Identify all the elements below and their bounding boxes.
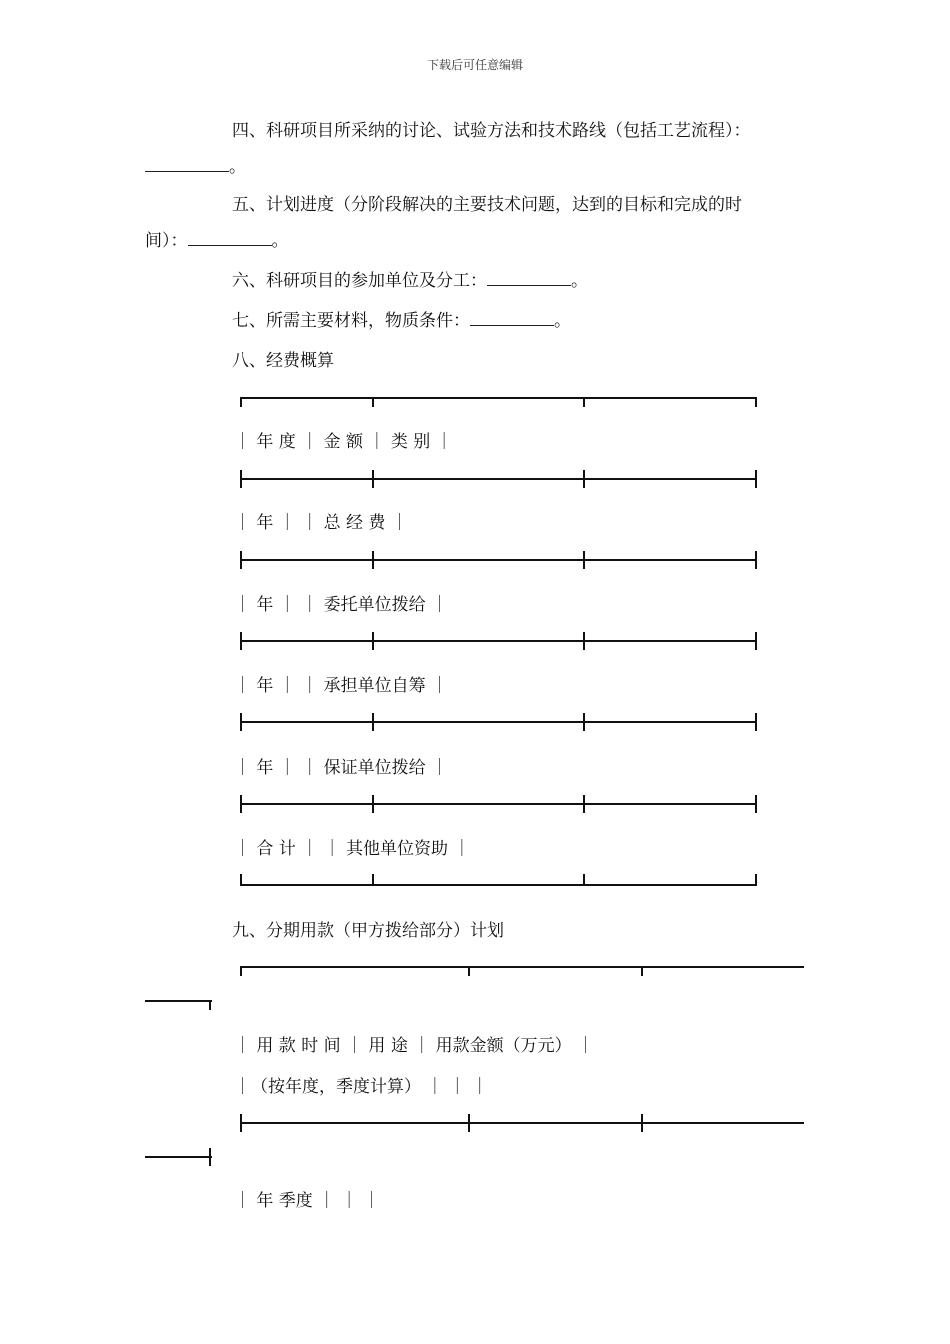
section-4-blank-line: [145, 152, 246, 177]
table-tick: [372, 470, 374, 488]
table-tick: [372, 632, 374, 650]
section-6-text: 六、科研项目的参加单位及分工：: [232, 271, 487, 291]
budget-row-header: ｜ 年 度 ｜ 金 额 ｜ 类 别 ｜: [234, 432, 453, 452]
table-rule: [240, 559, 757, 561]
table-tick: [583, 874, 585, 886]
section-9-heading: 九、分期用款（甲方拨给部分）计划: [232, 921, 504, 941]
payment-row: ｜ 年 季度 ｜ ｜ ｜: [234, 1191, 381, 1211]
table-tick: [641, 966, 643, 976]
table-tick: [641, 1114, 643, 1132]
section-8-heading: 八、经费概算: [232, 351, 334, 371]
table-tick: [240, 632, 242, 650]
table-tick: [755, 470, 757, 488]
table-tick: [583, 713, 585, 731]
section-5-text: 五、计划进度（分阶段解决的主要技术问题，达到的目标和完成的时: [232, 195, 742, 215]
table-tick: [372, 795, 374, 813]
section-6-line: [232, 266, 588, 291]
table-rule: [240, 721, 757, 723]
table-tick: [468, 966, 470, 976]
table-rule-wrap: [145, 1000, 212, 1002]
section-7-line: [232, 306, 571, 331]
section-7-text: 七、所需主要材料，物质条件：: [232, 311, 470, 331]
fill-blank[interactable]: [145, 157, 229, 172]
table-rule: [240, 1122, 804, 1124]
section-5-cont: 间）：: [145, 231, 188, 251]
table-tick: [240, 713, 242, 731]
section-4-text: 四、科研项目所采纳的讨论、试验方法和技术路线（包括工艺流程）：: [232, 121, 751, 141]
table-rule: [240, 884, 757, 886]
table-tick: [209, 1000, 211, 1010]
table-tick: [372, 713, 374, 731]
section-7-tail: 。: [554, 311, 571, 331]
table-tick: [583, 632, 585, 650]
budget-row: ｜ 年 ｜ ｜ 委托单位拨给 ｜: [234, 595, 449, 615]
fill-blank[interactable]: [487, 271, 571, 286]
section-6-tail: 。: [571, 271, 588, 291]
payment-row-header: ｜ 用 款 时 间 ｜ 用 途 ｜ 用款金额（万元） ｜: [234, 1036, 595, 1056]
table-tick: [240, 966, 242, 976]
section-5-tail: 。: [271, 231, 289, 251]
table-tick: [240, 795, 242, 813]
table-tick: [240, 470, 242, 488]
table-tick: [583, 795, 585, 813]
fill-blank[interactable]: [188, 231, 272, 246]
table-tick: [583, 551, 585, 569]
table-rule-wrap: [145, 1156, 212, 1158]
payment-row-header-note: ｜（按年度，季度计算） ｜ ｜ ｜: [234, 1077, 489, 1097]
table-tick: [468, 1114, 470, 1132]
table-tick: [209, 1148, 211, 1166]
table-tick: [240, 551, 242, 569]
table-rule: [240, 640, 757, 642]
section-5-continuation: [145, 226, 289, 251]
budget-row: ｜ 年 ｜ ｜ 承担单位自筹 ｜: [234, 676, 449, 696]
table-tick: [755, 713, 757, 731]
budget-row-total: ｜ 合 计 ｜ ｜ 其他单位资助 ｜: [234, 839, 471, 859]
budget-row: ｜ 年 ｜ ｜ 保证单位拨给 ｜: [234, 758, 449, 778]
table-tick: [755, 795, 757, 813]
table-tick: [372, 397, 374, 407]
table-tick: [240, 1114, 242, 1132]
table-tick: [240, 874, 242, 886]
table-tick: [372, 551, 374, 569]
table-tick: [240, 397, 242, 407]
table-rule: [240, 478, 757, 480]
table-tick: [583, 397, 585, 407]
page-header-note: 下载后可任意编辑: [426, 58, 523, 72]
table-tick: [583, 470, 585, 488]
table-rule: [240, 966, 804, 968]
table-tick: [372, 874, 374, 886]
table-tick: [755, 874, 757, 886]
table-rule: [240, 803, 757, 805]
table-rule: [240, 397, 757, 399]
table-tick: [755, 551, 757, 569]
fill-blank[interactable]: [470, 311, 554, 326]
section-4-tail: 。: [229, 157, 246, 177]
budget-row: ｜ 年 ｜ ｜ 总 经 费 ｜: [234, 513, 408, 533]
table-tick: [755, 632, 757, 650]
table-tick: [755, 397, 757, 407]
